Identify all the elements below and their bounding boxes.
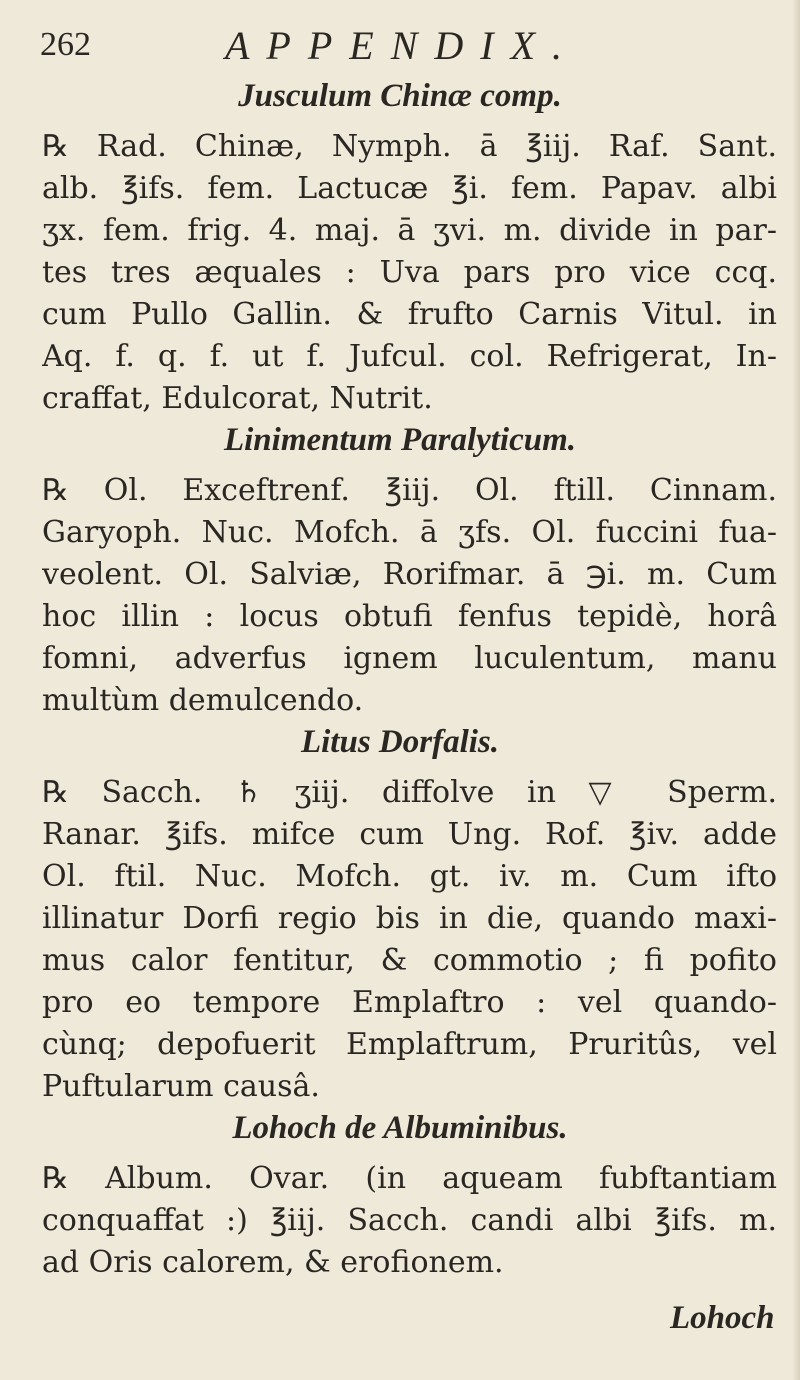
catchword: Lohoch: [670, 1300, 775, 1336]
text-line: ʒx. fem. frig. 4. maj. ā ʒvi. m. divide in par-: [42, 213, 777, 248]
text-line: illinatur Dorfi regio bis in die, quando maxi-: [42, 901, 777, 936]
text-line: Aq. f. q. f. ut f. Jufcul. col. Refrigerat, In-: [42, 339, 777, 374]
text-line: mus calor fentitur, & commotio ; fi pofito: [42, 943, 777, 978]
text-line: pro eo tempore Emplaftro : vel quando-: [42, 985, 777, 1020]
text-line: ad Oris calorem, & erofionem.: [42, 1245, 504, 1280]
text-line: craffat, Edulcorat, Nutrit.: [42, 381, 433, 416]
text-line: ℞ Ol. Exceftrenf. ℥iij. Ol. ftill. Cinnam.: [42, 473, 777, 508]
text-line: conquaffat :) ℥iij. Sacch. candi albi ℥ifs. m.: [42, 1203, 777, 1238]
running-title: APPENDIX.: [225, 23, 580, 68]
section-heading: Lohoch de Albuminibus.: [232, 1110, 568, 1146]
text-line: multùm demulcendo.: [42, 683, 364, 718]
section-heading: Litus Dorfalis.: [300, 724, 500, 760]
section-heading: Jusculum Chinæ comp.: [238, 78, 562, 114]
page-number: 262: [40, 26, 91, 63]
text-line: cùnq; depofuerit Emplaftrum, Pruritûs, vel: [42, 1027, 777, 1062]
text-line: veolent. Ol. Salviæ, Rorifmar. ā ℈i. m. Cum: [42, 557, 777, 592]
text-line: Ranar. ℥ifs. mifce cum Ung. Rof. ℥iv. adde: [42, 817, 777, 852]
text-line: Puftularum causâ.: [42, 1069, 320, 1104]
text-line: cum Pullo Gallin. & frufto Carnis Vitul. in: [42, 297, 777, 332]
text-line: fomni, adverfus ignem luculentum, manu: [42, 641, 777, 676]
page-edge-shadow: [792, 0, 800, 1380]
section-heading: Linimentum Paralyticum.: [223, 422, 577, 458]
text-line: ℞ Rad. Chinæ, Nymph. ā ℥iij. Raf. Sant.: [42, 129, 777, 164]
text-line: hoc illin : locus obtufi fenfus tepidè, horâ: [42, 599, 777, 634]
text-line: Ol. ftil. Nuc. Mofch. gt. iv. m. Cum ifto: [42, 859, 777, 894]
running-head: [30, 18, 770, 68]
text-line: Garyoph. Nuc. Mofch. ā ʒfs. Ol. fuccini fua-: [42, 515, 777, 550]
text-line: ℞ Sacch. ♄ ʒiij. diffolve in ▽ Sperm.: [42, 775, 777, 810]
text-line: tes tres æquales : Uva pars pro vice ccq.: [42, 255, 777, 290]
text-line: ℞ Album. Ovar. (in aqueam fubftantiam: [42, 1161, 777, 1196]
text-line: alb. ℥ifs. fem. Lactucæ ℥i. fem. Papav. albi: [42, 171, 777, 206]
